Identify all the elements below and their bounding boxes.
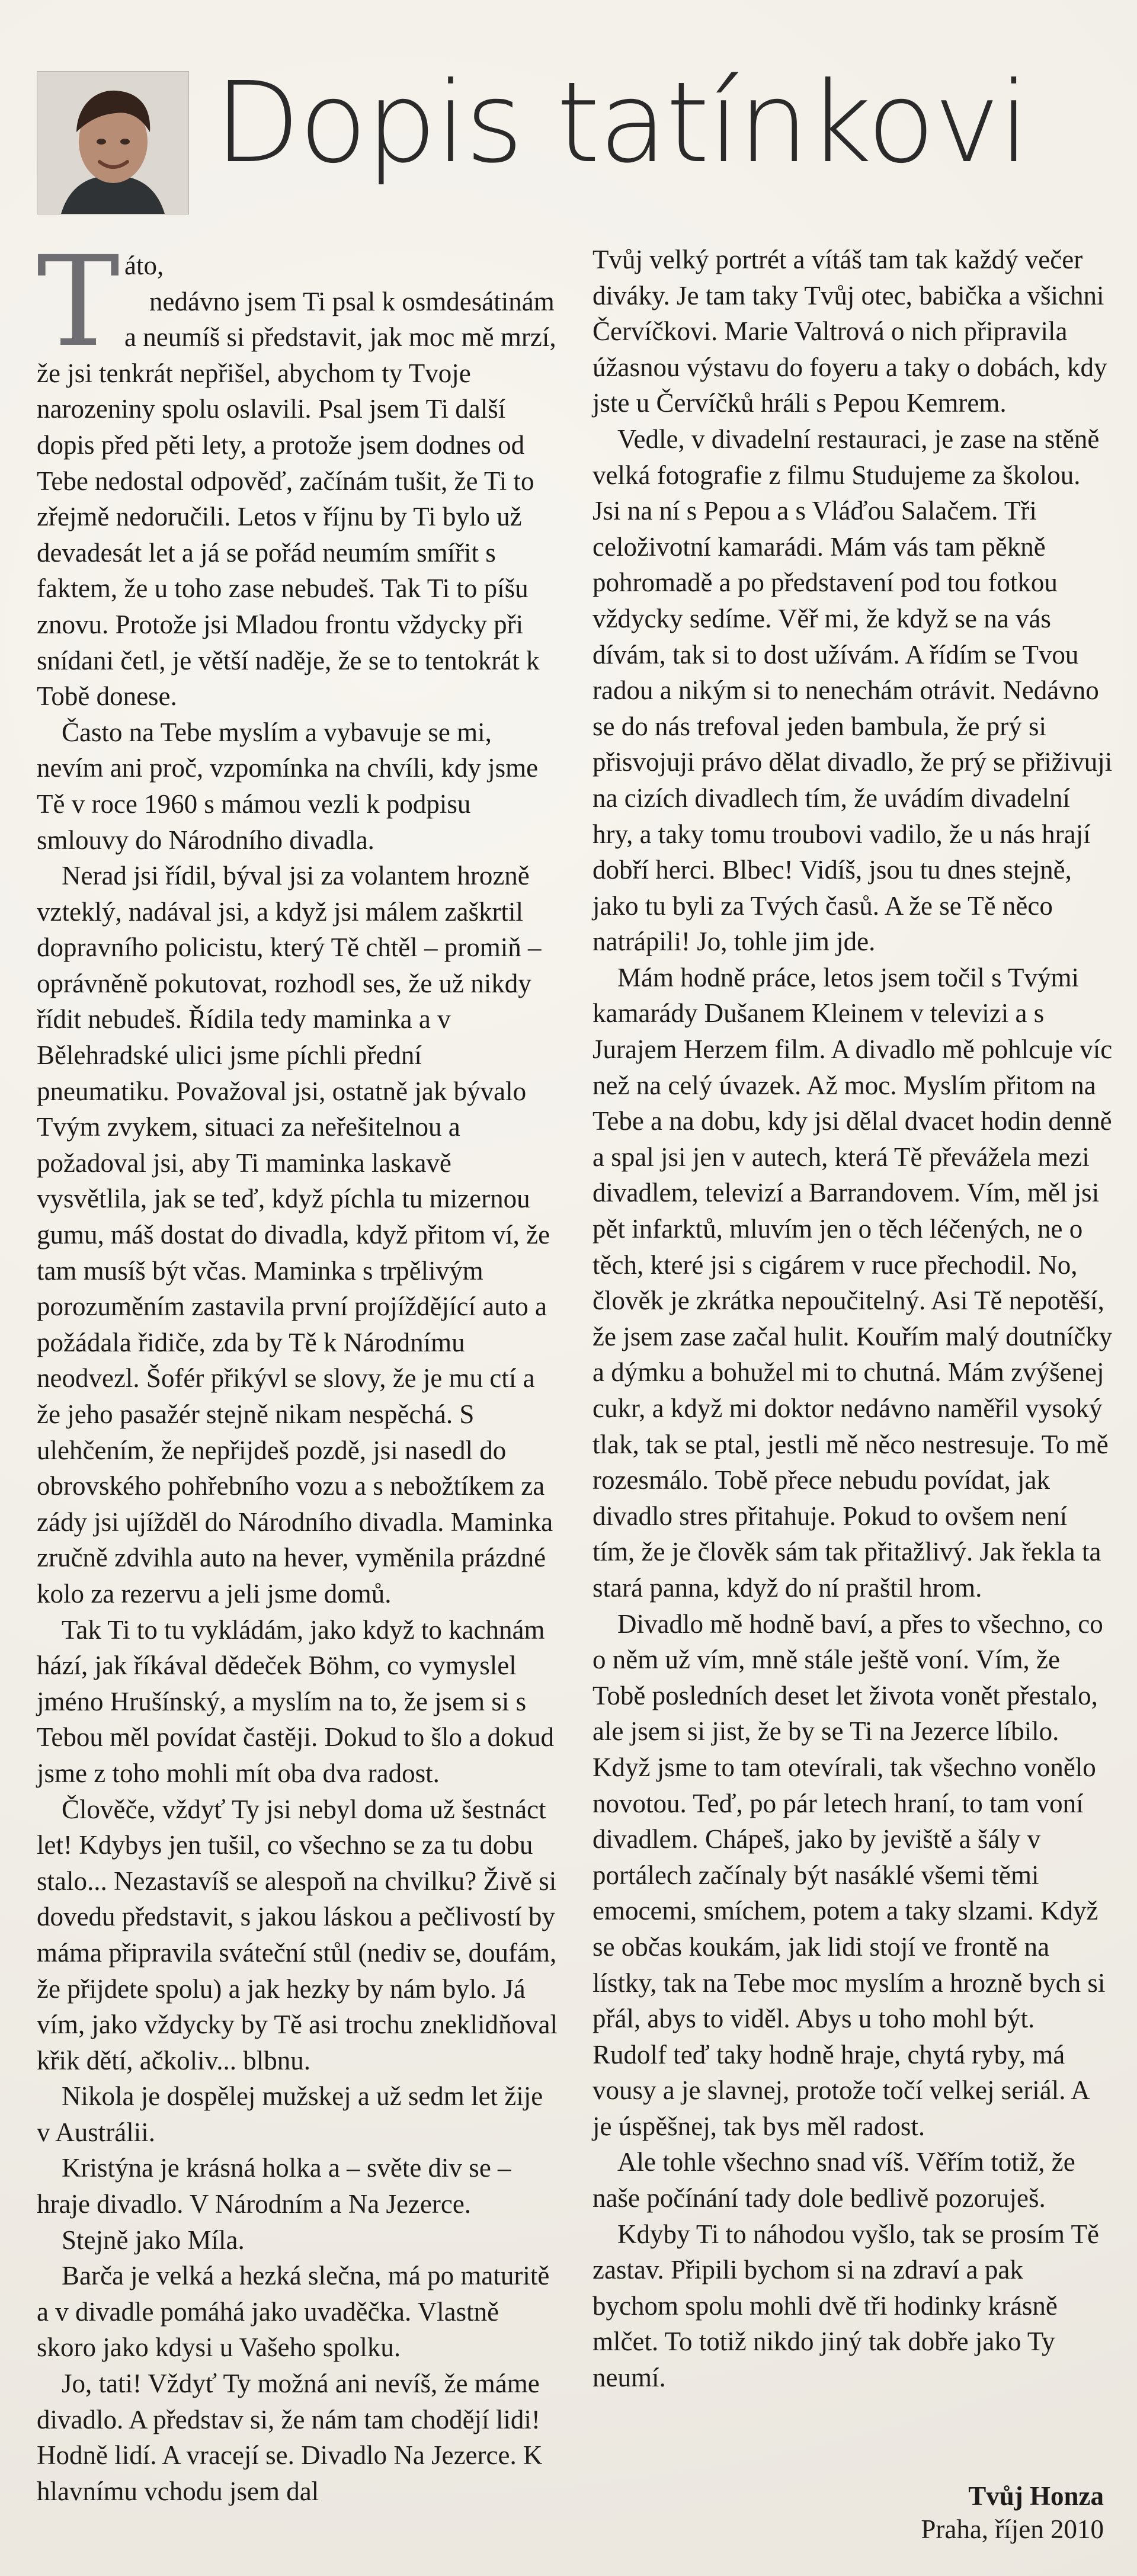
paragraph: Často na Tebe myslím a vybavuje se mi, nevím ani proč, vzpomínka na chvíli, kdy jsme Tě v roce 1960 s mámou vezli k podpisu smlouvy do Národního divadla. <box>37 717 539 855</box>
paragraph: Tak Ti to tu vykládám, jako když to kachnám hází, jak říkával dědeček Böhm, co vymyslel jméno Hrušínský, a myslím na to, že jsem si s Tebou měl povídat častěji. Dokud to šlo a dokud jsme z toho mohli mít oba dva radost. <box>37 1614 554 1788</box>
paragraph: Vedle, v divadelní restauraci, je zase na stěně velká fotografie z filmu Studujeme za školou. Jsi na ní s Pepou a s Vláďou Salačem. Tři celoživotní kamarádi. Mám vás tam pěkně pohromadě a po představení pod tou fotkou vždycky sedíme. Věř mi, že když se na vás dívám, tak si to dost užívám. A řídím se Tvou radou a nikým si to nenechám otrávit. Nedávno se do nás trefoval jeden bambula, že prý si přisvojuji právo dělat divadlo, že prý se přiživuji na cizích divadlech tím, že uvádím divadelní hry, a taky tomu troubovi vadilo, že u nás hrají dobří herci. Blbec! Vidíš, jsou tu dnes stejně, jako tu byli za Tvých časů. A že se Tě něco natrápili! Jo, tohle jim jde. <box>592 424 1113 957</box>
drop-cap: T <box>37 229 120 374</box>
salutation: áto, <box>124 251 164 280</box>
right-column <box>592 242 1114 2396</box>
place-date: Praha, říjen 2010 <box>921 2514 1104 2544</box>
author-portrait <box>37 71 189 214</box>
paragraph: Nerad jsi řídil, býval jsi za volantem hrozně vzteklý, nadával jsi, a když jsi málem zaškrtil dopravního policistu, který Tě chtěl – promiň – oprávněně pokutovat, rozhodl ses, že už nikdy řídit nebudeš. Řídila tedy maminka a v Bělehradské ulici jsme píchli přední pneumatiku. Považoval jsi, ostatně jak bývalo Tvým zvykem, situaci za neřešitelnou a požadoval jsi, aby Ti maminka laskavě vysvětlila, jak se teď, když píchla tu mizernou gumu, máš dostat do divadla, když přitom ví, že tam musíš být včas. Maminka s trpělivým porozuměním zastavila první projíždějící auto a požádala řidiče, zda by Tě k Národnímu neodvezl. Šofér přikývl se slovy, že je mu ctí a že jeho pasažér stejně nikam nespěchá. S ulehčením, že nepřijdeš pozdě, jsi nasedl do obrovského pohřebního vozu a s nebožtíkem za zády jsi ujížděl do Národního divadla. Maminka zručně zdvihla auto na hever, vyměnila prázdné kolo za rezervu a jeli jsme domů. <box>37 861 553 1609</box>
signature-name: Tvůj Honza <box>968 2481 1104 2511</box>
paragraph: Jo, tati! Vždyť Ty možná ani nevíš, že máme divadlo. A představ si, že nám tam chodějí lidi! Hodně lidí. A vracejí se. Divadlo Na Jezerce. K hlavnímu vchodu jsem dal <box>37 2369 543 2506</box>
paragraph <box>37 229 558 374</box>
paragraph: Ale tohle všechno snad víš. Věřím totiž, že naše počínání tady dole bedlivě pozoruješ. <box>592 2147 1075 2213</box>
portrait-illustration <box>37 72 188 214</box>
paragraph: Kdyby Ti to náhodou vyšlo, tak se prosím Tě zastav. Připili bychom si na zdraví a pak bychom spolu mohli dvě tři hodinky krásně mlčet. To totiž nikdo jiný tak dobře jako Ty neumí. <box>592 2219 1099 2393</box>
left-column <box>37 229 558 2509</box>
paragraph: Stejně jako Míla. <box>62 2225 245 2255</box>
signature-block <box>796 2479 1104 2546</box>
paragraph: Mám hodně práce, letos jsem točil s Tvými kamarády Dušanem Kleinem v televizi a s Jurajem Herzem film. A divadlo mě pohlcuje víc než na celý úvazek. Až moc. Myslím přitom na Tebe a na dobu, kdy jsi dělal dvacet hodin denně a spal jsi jen v autech, která Tě převážela mezi divadlem, televizí a Barrandovem. Vím, měl jsi pět infarktů, mluvím jen o těch léčených, ne o těch, které jsi s cigárem v ruce přechodil. No, člověk je zkrátka nepoučitelný. Asi Tě nepotěší, že jsem zase začal hulit. Kouřím malý doutníčky a dýmku a bohužel mi to chutná. Mám zvýšenej cukr, a když mi doktor nedávno naměřil vysoký tlak, tak se ptal, jestli mě něco nestresuje. To mě rozesmálo. Tobě přece nebudu povídat, jak divadlo stres přitahuje. Pokud to ovšem není tím, že je člověk sám tak přitažlivý. Jak řekla ta stará panna, když do ní praštil hrom. <box>592 962 1113 1603</box>
paragraph: Barča je velká a hezká slečna, má po maturitě a v divadle pomáhá jako uvaděčka. Vlastně skoro jako kdysi u Vašeho spolku. <box>37 2261 550 2363</box>
article-header <box>37 58 1103 213</box>
paragraph: Nikola je dospělej mužskej a už sedm let žije v Austrálii. <box>37 2081 543 2147</box>
paragraph: nedávno jsem Ti psal k osmdesátinám a neumíš si představit, jak moc mě mrzí, že jsi tenkrát nepřišel, abychom ty Tvoje narozeniny spolu oslavili. Psal jsem Ti další dopis před pěti lety, a protože jsem dodnes od Tebe nedostal odpověď, začínám tušit, že Ti to zřejmě nedoručili. Letos v říjnu by Ti bylo už devadesát let a já se pořád neumím smířit s faktem, že u toho zase nebudeš. Tak Ti to píšu znovu. Protože jsi Mladou frontu vždycky při snídani četl, je větší naděje, že se to tentokrát k Tobě donese. <box>37 286 556 712</box>
paragraph: Tvůj velký portrét a vítáš tam tak každý večer diváky. Je tam taky Tvůj otec, babička a všichni Červíčkovi. Marie Valtrová o nich připravila úžasnou výstavu do foyeru a taky o dobách, kdy jste u Červíčků hráli s Pepou Kemrem. <box>592 245 1107 418</box>
article-title: Dopis tatínkovi <box>214 58 1029 188</box>
paragraph: Kristýna je krásná holka a – světe div se – hraje divadlo. V Národním a Na Jezerce. <box>37 2153 511 2219</box>
paragraph: Člověče, vždyť Ty jsi nebyl doma už šestnáct let! Kdybys jen tušil, co všechno se za tu dobu stalo... Nezastavíš se alespoň na chvilku? Živě si dovedu představit, s jakou láskou a pečlivostí by máma připravila sváteční stůl (nediv se, doufám, že přijdete spolu) a jak hezky by nám bylo. Já vím, jako vždycky by Tě asi trochu zneklidňoval křik dětí, ačkoliv... blbnu. <box>37 1794 558 2075</box>
paragraph: Divadlo mě hodně baví, a přes to všechno, co o něm už vím, mně stále ještě voní. Vím, že Tobě posledních deset let života vonět přestalo, ale jsem si jist, že by se Ti na Jezerce líbilo. Když jsme to tam otevírali, tak všechno vonělo novotou. Teď, po pár letech hraní, to tam voní divadlem. Chápeš, jako by jeviště a šály v portálech začínaly být nasáklé všemi těmi emocemi, smíchem, potem a taky slzami. Když se občas koukám, jak lidi stojí ve frontě na lístky, tak na Tebe moc myslím a hrozně bych si přál, abys to viděl. Abys u toho mohl být. Rudolf teď taky hodně hraje, chytá ryby, má vousy a je slavnej, protože točí velkej seriál. A je úspěšnej, tak bys měl radost. <box>592 1609 1106 2141</box>
